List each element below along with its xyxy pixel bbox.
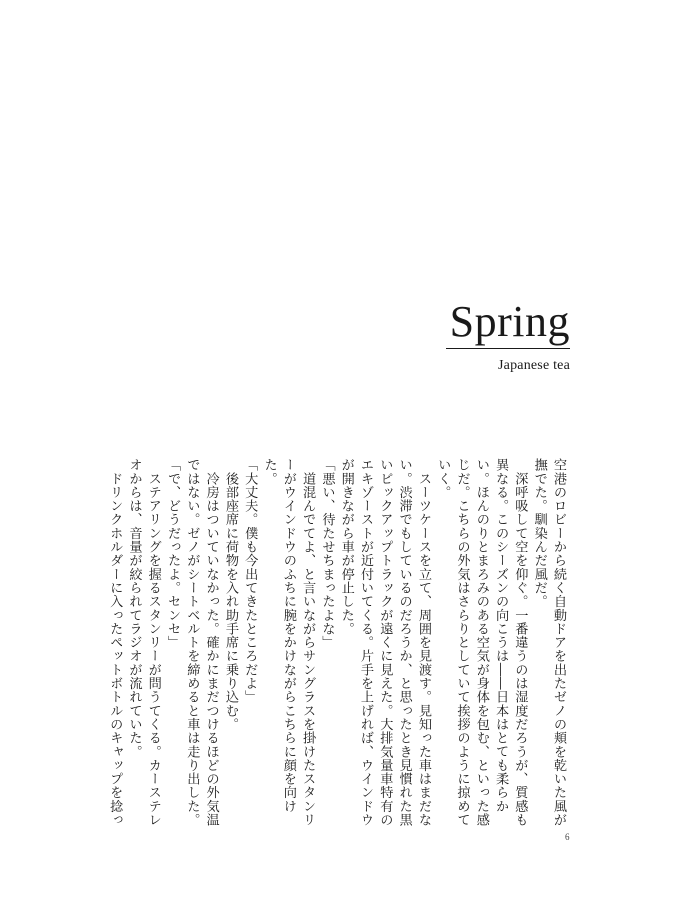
paragraph: 深呼吸して空を仰ぐ。一番違うのは湿度だろうが、質感も異なる。このシーズンの向こうは――日本はとても柔らかい。ほんのりとまろみのある空気が身体を包む、といった感じだ。こちらの外気はさらりとしていて挨拶のように掠めていく。 <box>435 458 528 827</box>
page-number: 6 <box>565 832 570 842</box>
paragraph: スーツケースを立て、周囲を見渡す。見知った車はまだない。渋滞でもしているのだろうか、と思ったとき見慣れた黒いピックアップトラックが遠くに見えた。大排気量車特有のエキゾーストが近付いてくる。片手を上げれば、ウインドウが開きながら車が停止した。 <box>338 458 431 827</box>
chapter-subtitle: Japanese tea <box>498 358 570 373</box>
paragraph: 空港のロビーから続く自動ドアを出たゼノの頬を乾いた風が撫でた。馴染んだ風だ。 <box>531 458 566 827</box>
paragraph: 「大丈夫。僕も今出てきたところだよ」 <box>242 458 258 704</box>
paragraph: 道混んでてよ、と言いながらサングラスを掛けたスタンリーがウインドウのふちに腕をかけながらこちらに顔を向けた。 <box>261 458 316 827</box>
paragraph: 「悪い、待たせちまったよな」 <box>319 458 335 650</box>
vertical-body-text <box>100 458 568 830</box>
paragraph: 後部座席に荷物を入れ助手席に乗り込む。 <box>222 458 238 731</box>
title-underline <box>446 348 570 349</box>
paragraph: 「で、どうだったよ。センセ」 <box>165 458 181 650</box>
chapter-title: Spring <box>449 297 570 346</box>
paragraph: 冷房はついていなかった。確かにまだつけるほどの外気温ではない。ゼノがシートベルトを締めると車は走り出した。 <box>184 458 219 827</box>
paragraph: ドリンクホルダーに入ったペットボトルのキャップを捻っ <box>107 458 123 827</box>
paragraph: ステアリングを握るスタンリーが問うてくる。カーステレオからは、音量が絞られてラジオが流れていた。 <box>126 458 161 827</box>
